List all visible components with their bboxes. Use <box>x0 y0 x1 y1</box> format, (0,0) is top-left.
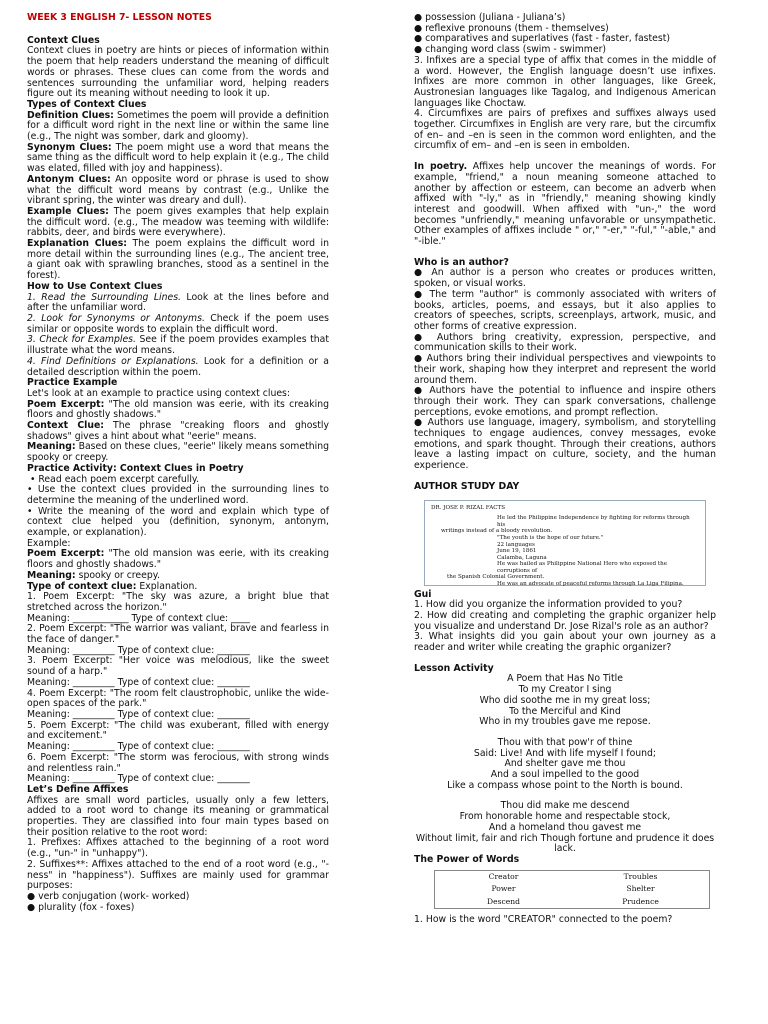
types-heading: Types of Context Clues <box>27 98 147 110</box>
exercise-answer: Meaning: _________ Type of context clue: _______ <box>27 676 250 688</box>
right-column <box>414 13 716 926</box>
power-of-words-heading: The Power of Words <box>414 853 520 865</box>
circumfixes-text: 4. Circumfixes are pairs of prefixes and suffixes always used together. Circumfixes in English are very rare, but the circumfix of en– and –en is seen in the common word enlighten, and the circumfix of em– and –en is seen in embolden. <box>414 108 716 152</box>
type-definition <box>27 111 329 143</box>
activity-bullet: • Write the meaning of the word and explain which type of context clue helped you (definition, synonym, antonym, example, or explanation). <box>27 505 329 539</box>
poem-line: Who in my troubles gave me repose. <box>479 716 651 728</box>
suffix-bullet: ● changing word class (swim - swimmer) <box>414 44 607 56</box>
type-term: Definition Clues: <box>27 109 114 121</box>
guide-heading: Gui <box>414 588 432 600</box>
activity-bullet: • Use the context clues provided in the surrounding lines to determine the meaning of the underlined word. <box>27 484 329 506</box>
final-question: 1. How is the word "CREATOR" connected to the poem? <box>414 914 673 926</box>
page-title: WEEK 3 ENGLISH 7- LESSON NOTES <box>27 12 212 23</box>
affixes-text: Affixes are small word particles, usually only a few letters, added to a root word to change its meaning or grammatical properties. They are classified into four main types based on their position relative to the root word: <box>27 794 329 838</box>
poem-line: And shelter gave me thou <box>504 758 626 770</box>
exercise-answer: Meaning: ____________ Type of context clue: ____ <box>27 612 250 624</box>
guide-question: 1. How did you organize the information provided to you? <box>414 599 683 611</box>
label: Context Clue: <box>27 420 104 432</box>
facts-line: "The youth is the hope of our future." <box>497 534 604 541</box>
poem-line: Thou with that pow'r of thine <box>497 736 633 748</box>
affixes-heading: Let’s Define Affixes <box>27 783 129 795</box>
exercise-answer: Meaning: _________ Type of context clue: _______ <box>27 644 250 656</box>
infixes-text: 3. Infixes are a special type of affix that comes in the middle of a word. However, the English language doesn’t use infixes. Infixes are more common in other languages, like Greek, Austronesian languages like Tagalog, and Indigenous American languages like Choctaw. <box>414 54 716 109</box>
how-step <box>27 314 329 335</box>
exercise-excerpt: 4. Poem Excerpt: "The room felt claustrophobic, unlike the wide-open spaces of the park." <box>27 687 329 710</box>
label: Type of context clue: <box>27 580 137 592</box>
guide-question: 2. How did creating and completing the graphic organizer help you visualize and understand Dr. Jose Rizal's role as an author? <box>414 609 716 632</box>
exercise-excerpt: 5. Poem Excerpt: "The child was exuberant, filled with energy and excitement." <box>27 719 329 742</box>
author-bullet: ● Authors have the potential to influence and inspire others through their work. They can spark conversations, challenge perceptions, evoke emotions, and prompt reflection. <box>414 385 716 418</box>
facts-line: He was an advocate of peaceful reforms through La Liga Filipina. <box>497 581 684 588</box>
practice-heading: Practice Example <box>27 377 118 389</box>
text: "The old mansion was eerie, with its creaking floors and ghostly shadows." <box>27 548 330 571</box>
exercise-answer: Meaning: _________ Type of context clue: _______ <box>27 741 250 753</box>
how-step <box>27 357 329 378</box>
facts-line: the Spanish Colonial Government. <box>447 574 545 581</box>
type-term: Antonym Clues: <box>27 173 111 185</box>
practice-excerpt <box>27 400 329 421</box>
how-step <box>27 335 329 356</box>
author-bullet: ● An author is a person who creates or produces written, spoken, or visual works. <box>414 267 716 290</box>
table-cell: Troubles <box>623 871 658 881</box>
type-antonym <box>27 175 329 207</box>
facts-line: writings instead of a bloody revolution. <box>441 528 553 535</box>
in-poetry <box>414 162 716 248</box>
poem-title: A Poem that Has No Title <box>507 673 623 685</box>
text: Based on these clues, "eerie" likely means something spooky or creepy. <box>27 441 329 464</box>
table-cell: Power <box>491 884 516 894</box>
type-term: Explanation Clues: <box>27 238 127 250</box>
type-text: The poem gives examples that help explain the difficult word. (e.g., The meadow was teeming with wildlife: rabbits, deer, and birds were everywhere). <box>27 205 329 239</box>
label: In poetry. <box>414 161 468 173</box>
poem-line: And a homeland thou gavest me <box>488 821 642 833</box>
table-cell: Creator <box>488 871 519 881</box>
poem-line: To the Merciful and Kind <box>509 705 621 717</box>
how-step-text: Check if the poem uses similar or opposite words to explain the difficult word. <box>27 312 329 335</box>
type-text: The poem might use a word that means the same thing as the difficult word to help explain it (e.g., The child was elated, filled with joy and happiness). <box>27 141 329 175</box>
facts-line: June 19, 1861 <box>497 548 537 555</box>
label: Meaning: <box>27 569 76 581</box>
affix-type: 2. Suffixes**: Affixes attached to the end of a root word (e.g., "-ness" in "happiness"). Suffixes are mainly used for grammar purposes: <box>27 858 329 892</box>
example-excerpt <box>27 549 329 570</box>
activity-heading: Practice Activity: Context Clues in Poetry <box>27 462 244 474</box>
context-clues-text: Context clues in poetry are hints or pieces of information within the poem that help readers understand the meaning of difficult words or phrases. These clues can come from the words and sentences surrounding the unfamiliar word, helping readers figure out its meaning without needing to look it up. <box>27 45 329 100</box>
poem-line: To my Creator I sing <box>518 684 612 696</box>
poem-line: Like a compass whose point to the North is bound. <box>447 779 683 791</box>
poem-line: Said: Live! And with life myself I found; <box>473 747 657 759</box>
label: Poem Excerpt: <box>27 398 105 410</box>
exercise-excerpt: 2. Poem Excerpt: "The warrior was valiant, brave and fearless in the face of danger." <box>27 623 329 646</box>
practice-intro: Let's look at an example to practice using context clues: <box>27 387 291 399</box>
table-row <box>435 883 710 896</box>
facts-title: DR. JOSE P. RIZAL FACTS <box>431 504 506 511</box>
suffix-bullet: ● possession (Juliana - Juliana’s) <box>414 12 566 23</box>
study-day-heading: AUTHOR STUDY DAY <box>414 480 520 492</box>
poem-line: And a soul impelled to the good <box>490 769 640 781</box>
suffix-bullet: ● comparatives and superlatives (fast - faster, fastest) <box>414 33 671 45</box>
facts-line: 22 languages <box>497 541 535 548</box>
practice-meaning <box>27 442 329 463</box>
how-step-text: Look for a definition or a detailed description within the poem. <box>27 355 329 378</box>
how-heading: How to Use Context Clues <box>27 280 163 292</box>
poem-line: Who did soothe me in my great loss; <box>479 694 651 706</box>
exercise-excerpt: 3. Poem Excerpt: "Her voice was melodious, like the sweet sound of a harp." <box>27 655 329 678</box>
context-clues-heading: Context Clues <box>27 34 100 46</box>
table-cell: Descend <box>487 896 520 906</box>
exercise-answer: Meaning: _________ Type of context clue: _______ <box>27 773 250 785</box>
type-text: The poem explains the difficult word in more detail within the surrounding lines (e.g., The ancient tree, a giant oak with sprawling branches, stood as a sentinel in the forest). <box>27 238 329 282</box>
left-column <box>27 13 329 913</box>
example-label: Example: <box>27 537 71 549</box>
poem-line: Without limit, fair and rich Though fortune and prudence it does lack. <box>415 832 715 855</box>
poem-line: Thou did make me descend <box>500 800 630 812</box>
suffix-bullet: ● plurality (fox - foxes) <box>27 901 135 913</box>
rizal-facts-graphic <box>424 500 706 586</box>
type-term: Example Clues: <box>27 205 109 217</box>
poem-line: From honorable home and respectable stock, <box>459 811 671 823</box>
lesson-activity-heading: Lesson Activity <box>414 662 494 674</box>
affix-type: 1. Prefixes: Affixes attached to the beginning of a root word (e.g., "un-" in "unhappy"). <box>27 837 329 860</box>
label: Meaning: <box>27 441 76 453</box>
label: Poem Excerpt: <box>27 548 105 560</box>
author-heading: Who is an author? <box>414 256 509 268</box>
how-step-text: See if the poem provides examples that illustrate what the word means. <box>27 334 329 357</box>
table-row <box>435 896 710 909</box>
author-bullet: ● The term "author" is commonly associated with writers of books, articles, poems, and essays, but it also applies to creators of speeches, scripts, screenplays, artwork, music, and other forms of creative expression. <box>414 288 716 332</box>
exercise-answer: Meaning: _________ Type of context clue: _______ <box>27 709 250 720</box>
text: Affixes help uncover the meanings of words. For example, "friend," a noun meaning someone attached to another by affection or esteem, can become an adverb when affixed with "-ly," as in "friendly," meaning showing kindly interest and goodwill. When affixed with "un-," the word becomes "unfriendly," meaning unfavorable or unsympathetic. Other examples of affixes include " or," "-er," "-ful," "-able," and "-ible." <box>414 161 716 248</box>
table-cell: Shelter <box>626 884 655 894</box>
guide-question: 3. What insights did you gain about your own journey as a reader and writer while creating the graphic organizer? <box>414 631 716 654</box>
text: spooky or creepy. <box>75 569 160 581</box>
type-text: Sometimes the poem will provide a definition for a difficult word right in the next line or within the same line (e.g., The night was somber, dark and gloomy). <box>27 109 329 143</box>
facts-line: He led the Philippine Independence by fighting for reforms through his <box>497 515 690 528</box>
words-table <box>434 870 710 910</box>
exercise-excerpt: 6. Poem Excerpt: "The storm was ferocious, with strong winds and relentless rain." <box>27 751 329 774</box>
practice-clue <box>27 421 329 442</box>
suffix-bullet: ● reflexive pronouns (them - themselves) <box>414 22 609 34</box>
author-bullet: ● Authors bring creativity, expression, perspective, and communication skills to their work. <box>414 331 716 354</box>
text: Explanation. <box>136 580 198 592</box>
facts-line: He was hailed as Philippine National Hero who exposed the corruptions of <box>497 561 668 574</box>
text: "The old mansion was eerie, with its creaking floors and ghostly shadows." <box>27 398 330 421</box>
how-step <box>27 293 329 314</box>
facts-line: Calamba, Laguna <box>497 554 547 561</box>
how-step-title: 2. Look for Synonyms or Antonyms. <box>27 312 205 324</box>
suffix-bullet: ● verb conjugation (work- worked) <box>27 890 190 902</box>
type-synonym <box>27 143 329 175</box>
how-step-title: 1. Read the Surrounding Lines. <box>27 291 181 303</box>
type-text: An opposite word or phrase is used to show what the difficult word means by contrast (e.g., Unlike the vibrant spring, the winter was dreary and dull). <box>27 173 330 207</box>
author-bullet: ● Authors use language, imagery, symbolism, and storytelling techniques to engage audiences, convey messages, evoke emotions, and spark thought. Through their creations, authors leave a lasting impact on culture, society, and the human experience. <box>414 417 716 472</box>
how-step-text: Look at the lines before and after the unfamiliar word. <box>27 291 329 314</box>
type-example <box>27 207 329 239</box>
text: The phrase "creaking floors and ghostly shadows" gives a hint about what "eerie" means. <box>27 420 329 442</box>
activity-bullet: • Read each poem excerpt carefully. <box>27 473 200 485</box>
type-explanation <box>27 239 329 282</box>
type-term: Synonym Clues: <box>27 141 112 153</box>
author-bullet: ● Authors bring their individual perspectives and viewpoints to their work, shaping how they interpret and represent the world around them. <box>414 353 716 386</box>
table-cell: Prudence <box>622 896 659 906</box>
exercise-excerpt: 1. Poem Excerpt: "The sky was azure, a bright blue that stretched across the horizon." <box>27 591 329 613</box>
table-row <box>435 870 710 883</box>
how-step-title: 3. Check for Examples. <box>27 334 136 346</box>
how-step-title: 4. Find Definitions or Explanations. <box>27 355 199 367</box>
